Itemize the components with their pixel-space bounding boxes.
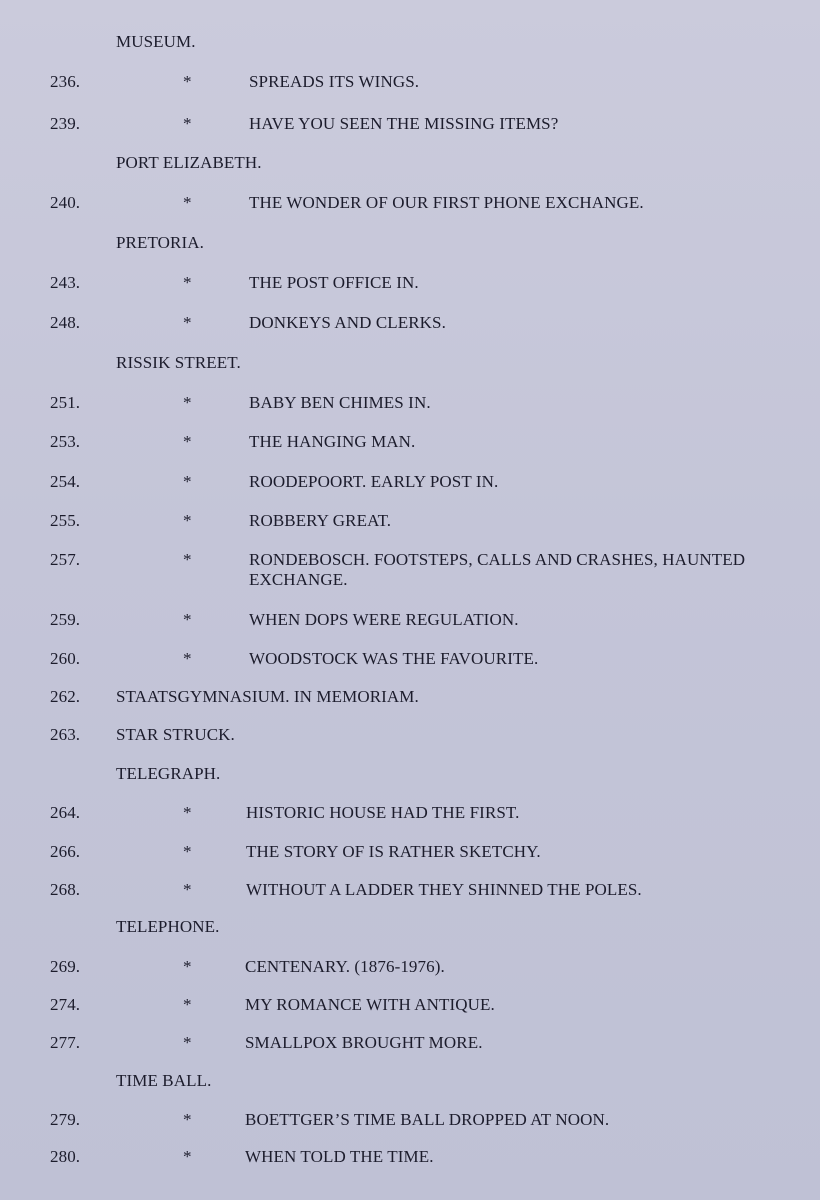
- item-title: BABY BEN CHIMES IN.: [249, 393, 431, 412]
- asterisk-marker: *: [183, 393, 192, 412]
- item-title: DONKEYS AND CLERKS.: [249, 313, 446, 332]
- item-title: THE POST OFFICE IN.: [249, 273, 419, 292]
- item-number: 253.: [50, 432, 81, 451]
- asterisk-marker: *: [183, 610, 192, 629]
- item-number: 259.: [50, 610, 81, 629]
- item-number: 255.: [50, 511, 81, 530]
- item-title: WHEN TOLD THE TIME.: [245, 1147, 434, 1166]
- item-title: SMALLPOX BROUGHT MORE.: [245, 1033, 483, 1052]
- item-number: 274.: [50, 995, 81, 1014]
- section-heading: MUSEUM.: [116, 32, 196, 51]
- item-title: MY ROMANCE WITH ANTIQUE.: [245, 995, 495, 1014]
- section-heading: PRETORIA.: [116, 233, 204, 252]
- asterisk-marker: *: [183, 842, 192, 861]
- section-heading: PORT ELIZABETH.: [116, 153, 262, 172]
- item-title: BOETTGER’S TIME BALL DROPPED AT NOON.: [245, 1110, 610, 1129]
- item-number: 268.: [50, 880, 81, 899]
- item-title: CENTENARY. (1876-1976).: [245, 957, 445, 976]
- item-number: 257.: [50, 550, 81, 569]
- item-title: WITHOUT A LADDER THEY SHINNED THE POLES.: [246, 880, 642, 899]
- section-heading: RISSIK STREET.: [116, 353, 241, 372]
- asterisk-marker: *: [183, 114, 192, 133]
- asterisk-marker: *: [183, 193, 192, 212]
- item-number: 264.: [50, 803, 81, 822]
- item-title: HAVE YOU SEEN THE MISSING ITEMS?: [249, 114, 559, 133]
- item-title: THE WONDER OF OUR FIRST PHONE EXCHANGE.: [249, 193, 644, 212]
- asterisk-marker: *: [183, 995, 192, 1014]
- asterisk-marker: *: [183, 313, 192, 332]
- asterisk-marker: *: [183, 1033, 192, 1052]
- section-heading: TELEPHONE.: [116, 917, 220, 936]
- asterisk-marker: *: [183, 273, 192, 292]
- item-title: THE STORY OF IS RATHER SKETCHY.: [246, 842, 541, 861]
- asterisk-marker: *: [183, 880, 192, 899]
- item-number: 248.: [50, 313, 81, 332]
- item-number: 251.: [50, 393, 81, 412]
- item-number: 269.: [50, 957, 81, 976]
- section-heading: TIME BALL.: [116, 1071, 212, 1090]
- asterisk-marker: *: [183, 72, 192, 91]
- item-title: HISTORIC HOUSE HAD THE FIRST.: [246, 803, 520, 822]
- item-title: STAATSGYMNASIUM. IN MEMORIAM.: [116, 687, 419, 706]
- item-number: 239.: [50, 114, 81, 133]
- item-number: 240.: [50, 193, 81, 212]
- asterisk-marker: *: [183, 957, 192, 976]
- asterisk-marker: *: [183, 550, 192, 569]
- item-title: ROODEPOORT. EARLY POST IN.: [249, 472, 499, 491]
- item-number: 254.: [50, 472, 81, 491]
- asterisk-marker: *: [183, 472, 192, 491]
- item-number: 277.: [50, 1033, 81, 1052]
- item-title: WOODSTOCK WAS THE FAVOURITE.: [249, 649, 539, 668]
- item-number: 260.: [50, 649, 81, 668]
- item-number: 279.: [50, 1110, 81, 1129]
- asterisk-marker: *: [183, 803, 192, 822]
- asterisk-marker: *: [183, 1147, 192, 1166]
- asterisk-marker: *: [183, 1110, 192, 1129]
- item-number: 266.: [50, 842, 81, 861]
- item-number: 262.: [50, 687, 81, 706]
- asterisk-marker: *: [183, 649, 192, 668]
- item-title: THE HANGING MAN.: [249, 432, 416, 451]
- item-title: RONDEBOSCH. FOOTSTEPS, CALLS AND CRASHES, HAUNTED EXCHANGE.: [249, 550, 746, 589]
- item-number: 280.: [50, 1147, 81, 1166]
- item-title: SPREADS ITS WINGS.: [249, 72, 420, 91]
- item-number: 263.: [50, 725, 81, 744]
- section-heading: TELEGRAPH.: [116, 764, 221, 783]
- asterisk-marker: *: [183, 511, 192, 530]
- item-title: ROBBERY GREAT.: [249, 511, 392, 530]
- item-number: 236.: [50, 72, 81, 91]
- item-title: WHEN DOPS WERE REGULATION.: [249, 610, 519, 629]
- item-title: STAR STRUCK.: [116, 725, 235, 744]
- item-number: 243.: [50, 273, 81, 292]
- asterisk-marker: *: [183, 432, 192, 451]
